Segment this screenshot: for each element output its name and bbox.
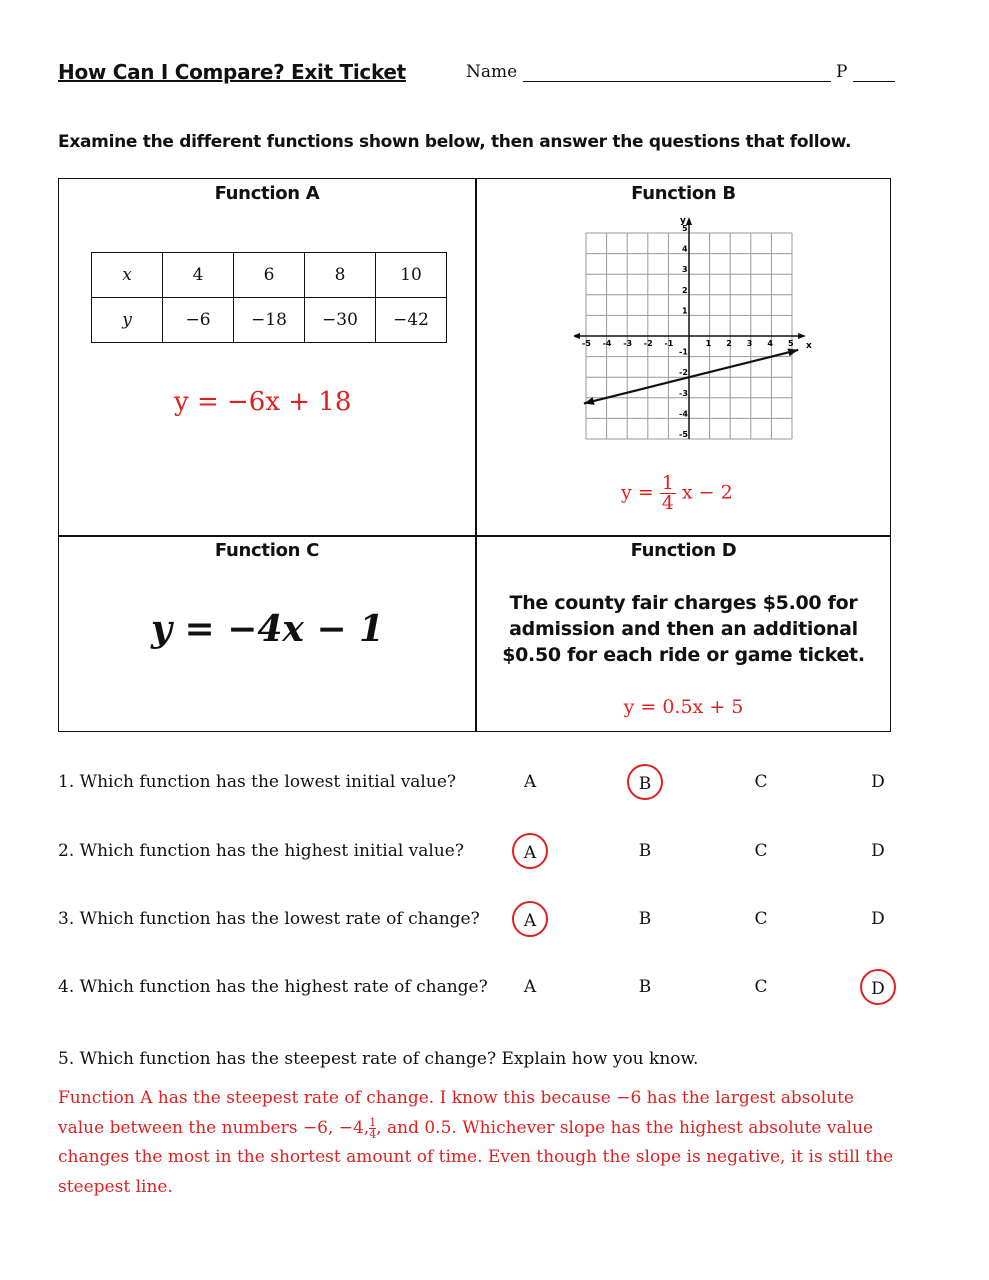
function-c-equation: y = −4x − 1 <box>151 608 385 650</box>
y-tick-label: 3 <box>682 265 688 275</box>
x-value: 4 <box>163 253 234 298</box>
q2-option-b[interactable]: B <box>638 841 652 861</box>
function-d-equation: y = 0.5x + 5 <box>623 696 744 718</box>
x-value: 6 <box>234 253 305 298</box>
name-label: Name <box>466 62 518 82</box>
x-tick-label: -4 <box>602 339 612 348</box>
x-tick-label: -5 <box>582 339 591 348</box>
x-axis-arrow-right <box>798 333 806 339</box>
x-tick-label: 5 <box>788 339 794 348</box>
y-tick-label: -2 <box>679 368 688 378</box>
y-value: −30 <box>305 298 376 343</box>
functions-grid <box>58 178 891 732</box>
function-a-cell <box>59 179 475 535</box>
question-2-text: 2. Which function has the highest initial value? <box>58 841 464 861</box>
y-tick-label: 1 <box>682 306 688 316</box>
question-3-text: 3. Which function has the lowest rate of change? <box>58 909 480 929</box>
function-c-cell <box>59 536 475 732</box>
period-blank[interactable] <box>853 65 895 82</box>
function-d-cell <box>476 536 891 732</box>
name-blank[interactable] <box>523 65 831 82</box>
eq-b-denominator: 4 <box>661 492 674 514</box>
y-value: −6 <box>163 298 234 343</box>
worksheet-title: How Can I Compare? Exit Ticket <box>58 60 406 84</box>
function-b-graph <box>574 209 814 445</box>
answer-frac-num: 1 <box>369 1115 377 1129</box>
question-1-text: 1. Which function has the lowest initial value? <box>58 772 456 792</box>
question-5-answer[interactable] <box>58 1084 898 1202</box>
q3-option-b[interactable]: B <box>638 909 652 929</box>
function-d-title: Function D <box>630 540 737 561</box>
x-value: 8 <box>305 253 376 298</box>
y-value: −42 <box>376 298 447 343</box>
q4-option-c[interactable]: C <box>754 977 768 997</box>
q1-option-c[interactable]: C <box>754 772 768 792</box>
y-axis-label: y <box>680 216 686 226</box>
name-line <box>466 62 895 82</box>
q2-option-a[interactable]: A <box>512 833 548 869</box>
function-d-description: The county fair charges $5.00 for admission and then an additional $0.50 for each ride or game ticket. <box>502 592 865 666</box>
x-axis-arrow-left <box>574 333 580 339</box>
y-tick-label: 2 <box>682 285 688 295</box>
function-a-title: Function A <box>214 183 320 204</box>
period-label: P <box>836 62 848 82</box>
q3-option-d[interactable]: D <box>871 909 885 929</box>
function-a-table <box>91 252 447 343</box>
function-b-line <box>584 347 798 404</box>
y-tick-label: -4 <box>679 409 688 419</box>
q4-option-d[interactable]: D <box>860 969 896 1005</box>
function-b-equation <box>621 474 733 513</box>
x-tick-label: -3 <box>623 339 633 348</box>
q2-option-c[interactable]: C <box>754 841 768 861</box>
q2-option-d[interactable]: D <box>871 841 885 861</box>
q1-option-b[interactable]: B <box>627 764 663 800</box>
x-tick-label: -1 <box>664 339 674 348</box>
x-value: 10 <box>376 253 447 298</box>
instructions: Examine the different functions shown below, then answer the questions that follow. <box>58 132 852 152</box>
y-header: y <box>92 298 163 343</box>
y-tick-label: 5 <box>682 224 688 233</box>
x-tick-label: 3 <box>746 339 753 348</box>
q4-option-b[interactable]: B <box>638 977 652 997</box>
x-tick-label: 1 <box>705 339 712 348</box>
question-5-text: 5. Which function has the steepest rate of change? Explain how you know. <box>58 1049 699 1069</box>
function-a-equation: y = −6x + 18 <box>174 387 352 417</box>
x-tick-label: 2 <box>726 339 732 348</box>
q1-option-d[interactable]: D <box>871 772 885 792</box>
y-tick-label: -5 <box>679 430 688 439</box>
answer-part-2: , and 0.5. Whichever slope has the highest absolute value changes the most in the shortest amount of time. Even though the slope is negative, it is still the steepest line. <box>58 1117 894 1197</box>
answer-part-1: Function A has the steepest rate of change. I know this because −6 has the largest absolute value between the numbers −6, −4, <box>58 1088 854 1138</box>
x-axis-label: x <box>806 341 812 351</box>
q3-option-c[interactable]: C <box>754 909 768 929</box>
eq-b-fraction <box>660 474 676 513</box>
function-b-cell <box>476 179 891 535</box>
eq-b-prefix: y = <box>621 481 660 504</box>
q4-option-a[interactable]: A <box>523 977 537 997</box>
q1-option-a[interactable]: A <box>523 772 537 792</box>
table-row-x <box>92 253 447 298</box>
x-header: x <box>92 253 163 298</box>
answer-frac-den: 4 <box>369 1127 377 1141</box>
function-c-title: Function C <box>214 540 320 561</box>
y-tick-label: 4 <box>682 244 688 254</box>
x-tick-label: 4 <box>767 339 773 348</box>
y-tick-label: -3 <box>679 388 688 398</box>
y-tick-label: -1 <box>679 347 688 357</box>
question-4-text: 4. Which function has the highest rate of change? <box>58 977 488 997</box>
eq-b-suffix: x − 2 <box>681 481 733 504</box>
table-row-y <box>92 298 447 343</box>
x-tick-label: -2 <box>643 339 653 348</box>
q3-option-a[interactable]: A <box>512 901 548 937</box>
y-value: −18 <box>234 298 305 343</box>
eq-b-numerator: 1 <box>661 472 674 494</box>
function-b-title: Function B <box>631 183 736 204</box>
